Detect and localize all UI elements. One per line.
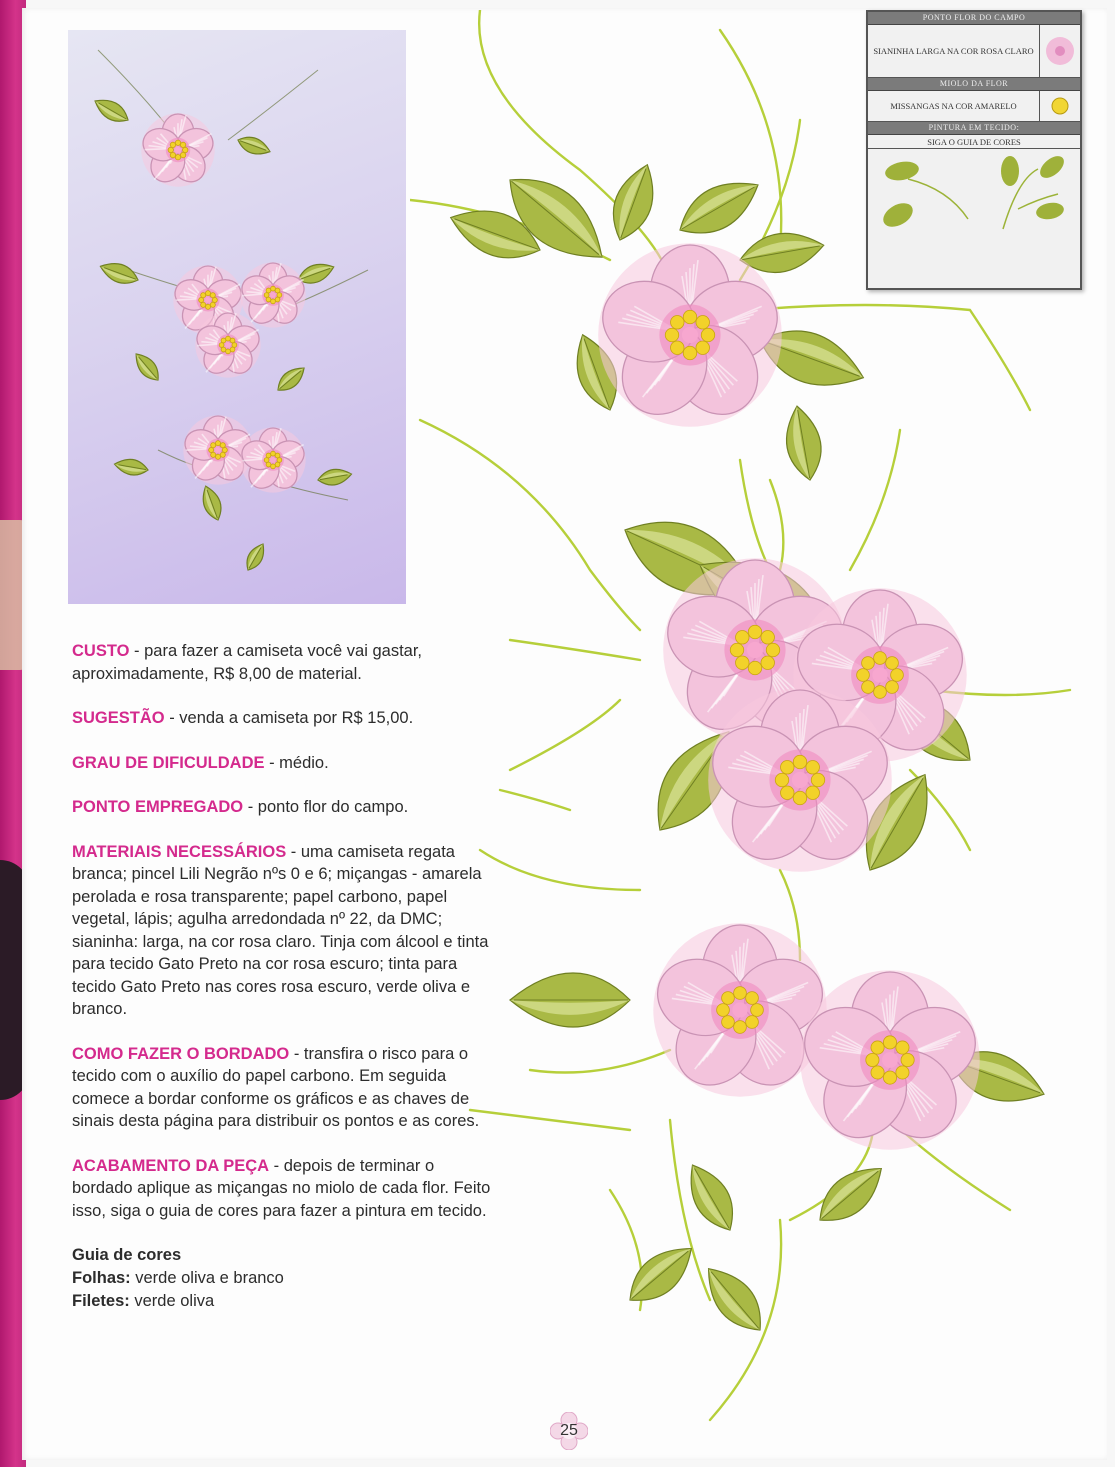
leaf-icon xyxy=(198,483,226,522)
shirt-photo xyxy=(68,30,406,604)
leaf-icon xyxy=(670,167,768,247)
leaf-icon xyxy=(242,541,269,574)
guide-label-stems: Filetes: xyxy=(72,1292,130,1310)
key-text-paint: SIGA O GUIA DE CORES xyxy=(927,136,1021,147)
key-row-beads xyxy=(868,91,1080,122)
label-cost: CUSTO xyxy=(72,642,130,660)
key-text-ribbon: SIANINHA LARGA NA COR ROSA CLARO xyxy=(873,46,1034,56)
color-guide-title: Guia de cores xyxy=(72,1246,182,1264)
key-row-paint xyxy=(868,135,1080,149)
label-suggestion: SUGESTÃO xyxy=(72,709,165,727)
flower-swatch-icon xyxy=(1039,25,1080,77)
page-number-text: 25 xyxy=(560,1422,578,1439)
text-cost: - para fazer a camiseta você vai gastar, aproximadamente, R$ 8,00 de material. xyxy=(72,642,423,683)
label-finishing: ACABAMENTO DA PEÇA xyxy=(72,1156,270,1175)
leaf-icon xyxy=(678,1157,745,1239)
key-text-beads: MISSANGAS NA COR AMARELO xyxy=(890,101,1017,111)
guide-label-leaves: Folhas: xyxy=(72,1269,131,1287)
leaf-icon xyxy=(695,1257,774,1341)
leaf-icon xyxy=(273,362,309,396)
flower-icon xyxy=(238,262,308,329)
label-stitch: PONTO EMPREGADO xyxy=(72,798,244,816)
label-difficulty: GRAU DE DIFICULDADE xyxy=(72,753,265,772)
text-suggestion: - venda a camiseta por R$ 15,00. xyxy=(164,709,414,727)
key-header-center: MIOLO DA FLOR xyxy=(868,78,1080,91)
key-header-stitch: PONTO FLOR DO CAMPO xyxy=(868,12,1080,25)
flower-icon xyxy=(139,113,217,188)
leaf-icon xyxy=(130,349,164,385)
leaf-icon xyxy=(808,1155,892,1234)
leaf-icon xyxy=(317,467,353,488)
leaf-icon xyxy=(91,94,132,128)
leaf-icon xyxy=(97,258,141,289)
leaf-icon xyxy=(113,457,149,478)
shirt-photo-illustration xyxy=(68,30,406,604)
leaf-icon xyxy=(510,973,630,1027)
label-how-to: COMO FAZER O BORDADO xyxy=(72,1044,290,1063)
text-how-to: - transfira o risco para o tecido com o auxílio do papel carbono. Em seguida comece a bordar conforme os gráficos e as chaves de sinais desta página para distribuir os pontos e as cores. xyxy=(72,1044,480,1130)
key-row-ribbon xyxy=(868,25,1080,78)
flower-icon xyxy=(592,243,788,431)
leaf-icon xyxy=(618,1235,702,1314)
key-leaf-sample xyxy=(868,149,1080,249)
stitch-key xyxy=(866,10,1082,290)
leaf-icon xyxy=(235,133,272,159)
text-stitch: - ponto flor do campo. xyxy=(243,798,409,816)
page-number xyxy=(550,1412,588,1450)
label-materials: MATERIAIS NECESSÁRIOS xyxy=(72,842,287,861)
bead-swatch-icon xyxy=(1039,91,1080,121)
leaf-sample-icon xyxy=(868,149,1076,249)
text-difficulty: - médio. xyxy=(264,753,329,772)
guide-value-stems: verde oliva xyxy=(129,1292,215,1310)
text-finishing: - depois de terminar o bordado aplique as miçangas no miolo de cada flor. Feito isso, siga o guia de cores para fazer a pintura em tecido. xyxy=(72,1156,491,1220)
text-materials: - uma camiseta regata branca; pincel Lili Negrão nºs 0 e 6; miçangas - amarela perolada e rosa transparente; papel carbono, papel vegetal, lápis; agulha arredondada nº 22, da DMC; sianinha: larga, na cor rosa claro. Tinja com álcool e tinta para tecido Gato Preto na cor rosa escuro; tinta para tecido Gato Preto nas cores rosa escuro, verde oliva e branco. xyxy=(72,842,489,1018)
leaf-icon xyxy=(780,403,826,483)
guide-value-leaves: verde oliva e branco xyxy=(130,1269,284,1287)
leaf-icon xyxy=(603,159,664,246)
key-header-painting: PINTURA EM TECIDO: xyxy=(868,122,1080,135)
